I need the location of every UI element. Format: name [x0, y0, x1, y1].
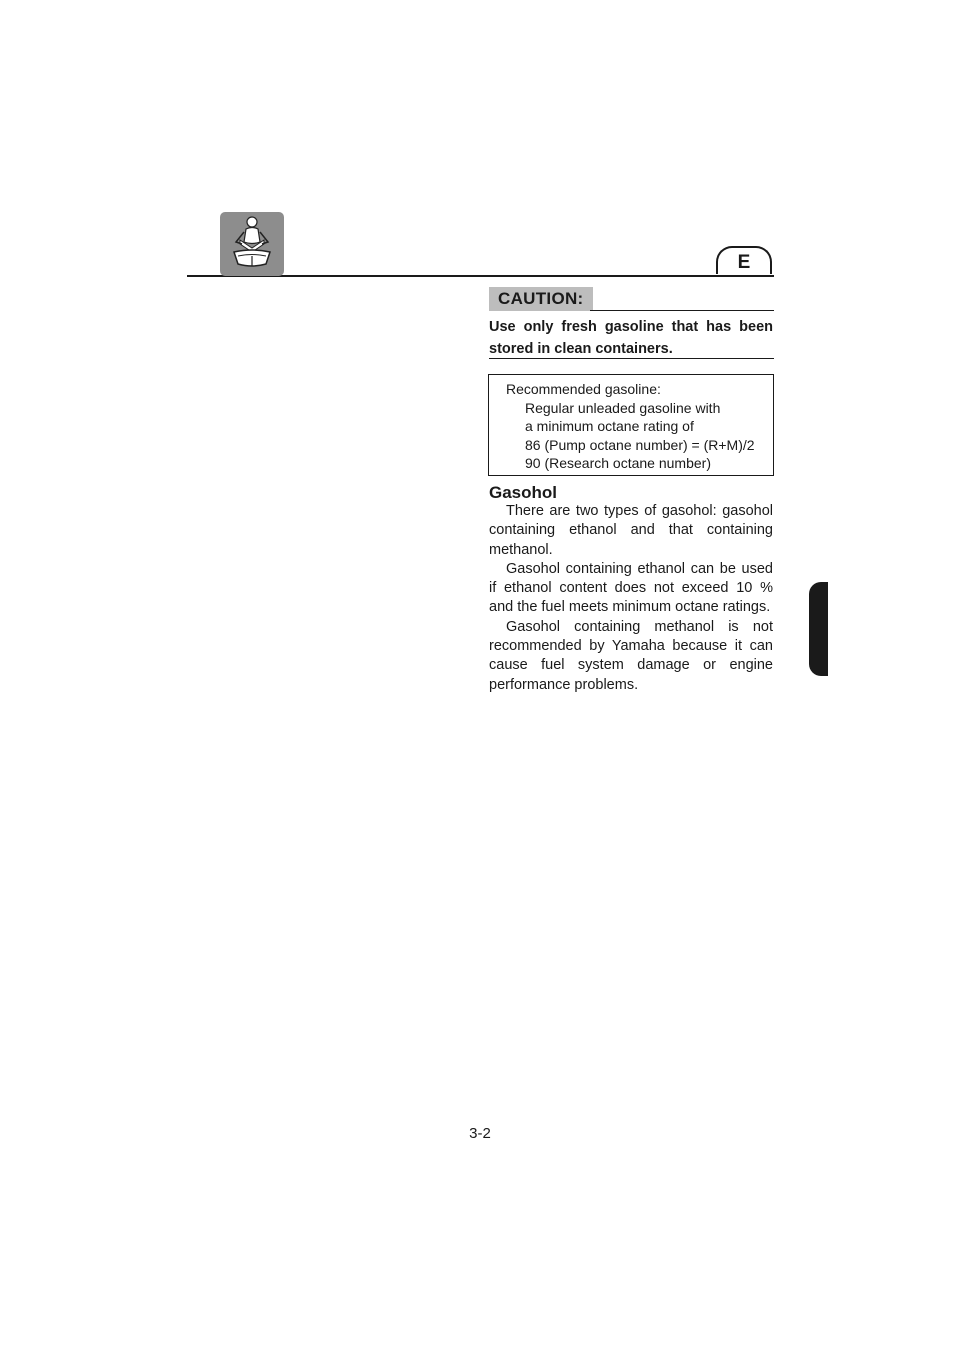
spec-line: 90 (Research octane number) [525, 455, 711, 471]
recommended-gasoline-box [488, 374, 774, 476]
body-paragraph: Gasohol containing ethanol can be used if ethanol content does not exceed 10 % and the fuel meets minimum octane ratings. [489, 560, 773, 616]
body-paragraph: There are two types of gasohol: gasohol containing ethanol and that containing methanol. [489, 503, 773, 558]
gasohol-body [489, 502, 773, 695]
spec-line: 86 (Pump octane number) = (R+M)/2 [525, 436, 755, 453]
chapter-side-tab [809, 582, 828, 676]
caution-rule-top [590, 310, 774, 311]
language-badge: E [716, 246, 772, 274]
body-paragraph: Gasohol containing methanol is not recommended by Yamaha because it can cause fuel system damage or engine performance problems. [489, 618, 773, 693]
spec-line: a minimum octane rating of [525, 418, 694, 434]
caution-label: CAUTION: [489, 287, 593, 311]
caution-rule-bottom [489, 358, 774, 359]
section-heading: Gasohol [489, 483, 558, 502]
spec-line: Regular unleaded gasoline with [525, 399, 721, 416]
spec-title: Recommended gasoline: [506, 381, 661, 397]
caution-text: Use only fresh gasoline that has been stored in clean containers. [489, 319, 773, 357]
page-number: 3-2 [469, 1125, 491, 1142]
jet-ski-rider-icon [220, 212, 284, 276]
